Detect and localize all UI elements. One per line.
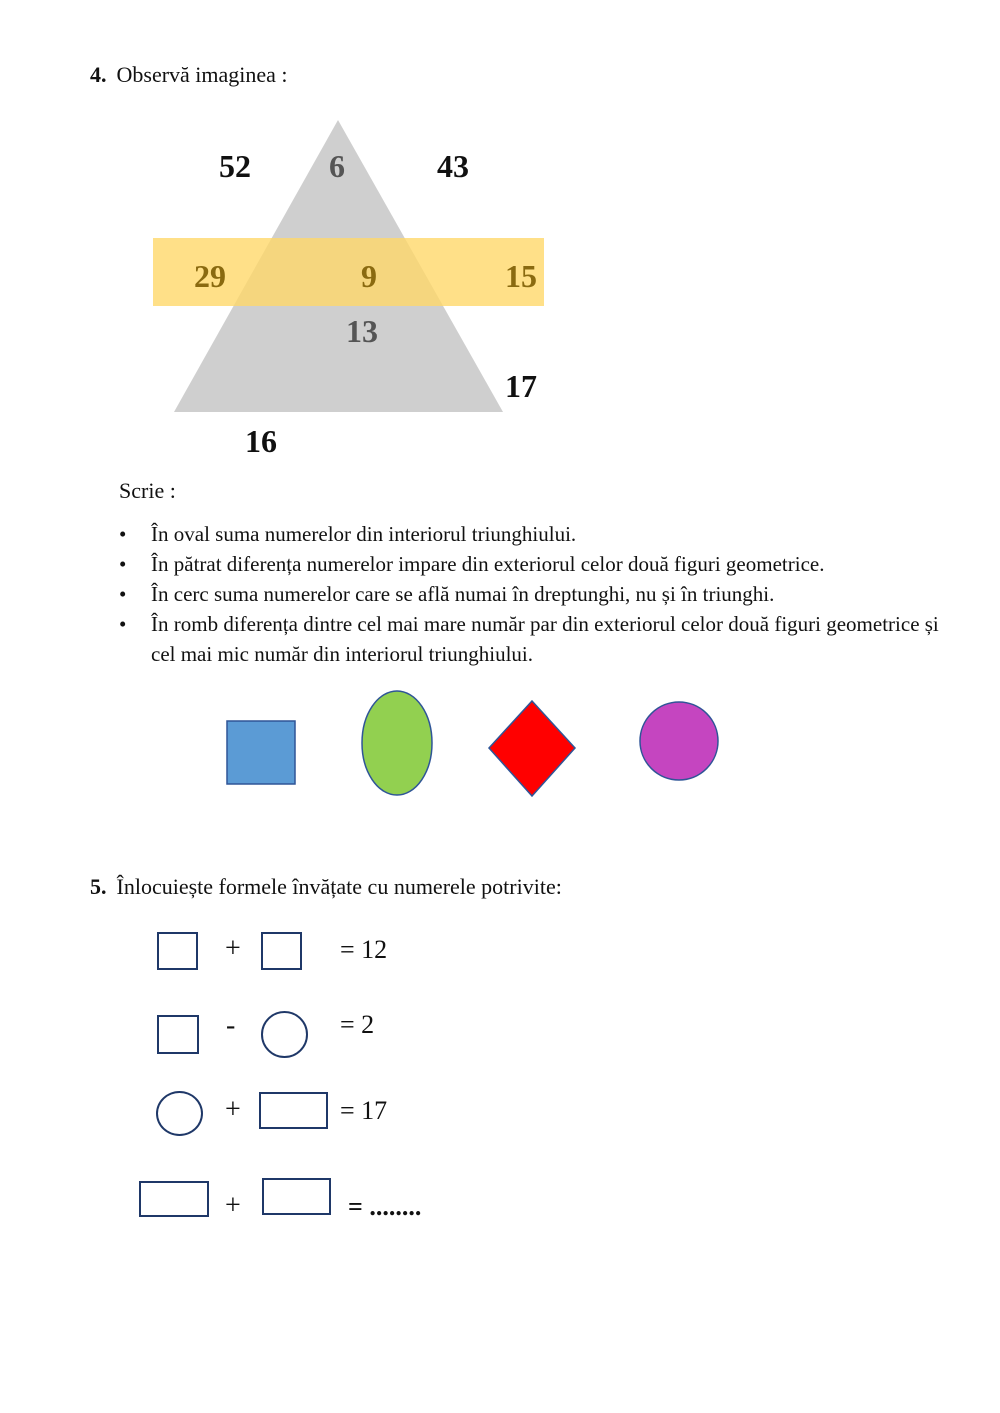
eq2-result: = 2 (340, 1010, 375, 1039)
eq3-circle[interactable] (156, 1091, 203, 1136)
number-right-outside: 17 (505, 368, 537, 404)
eq2-circle[interactable] (261, 1011, 308, 1058)
instruction-oval: • În oval suma numerelor din interiorul triunghiului. (115, 519, 945, 549)
eq2-operator: - (226, 1010, 236, 1041)
eq3-result: = 17 (340, 1096, 388, 1125)
answer-circle-shape[interactable] (640, 702, 718, 780)
question-5-number: 5. (90, 874, 107, 899)
number-band-left: 29 (194, 258, 226, 294)
question-5-text: Înlocuiește formele învățate cu numerele potrivite: (116, 874, 562, 899)
eq3-operator: + (225, 1094, 241, 1125)
answer-rhombus-shape[interactable] (489, 701, 575, 796)
instruction-list (115, 519, 945, 669)
number-bottom-outside: 16 (245, 423, 277, 459)
number-band-right: 15 (505, 258, 537, 294)
answer-oval-shape[interactable] (362, 691, 432, 795)
question-4-number: 4. (90, 62, 107, 87)
instruction-circle: • În cerc suma numerelor care se află numai în dreptunghi, nu și în triunghi. (115, 579, 945, 609)
question-5-title (90, 874, 562, 900)
number-top-right: 43 (437, 148, 469, 184)
triangle-band-diagram (0, 0, 1000, 470)
answer-shapes-row (0, 680, 1000, 810)
question-4-text: Observă imaginea : (116, 62, 288, 87)
instruction-square: • În pătrat diferența numerelor impare din exteriorul celor două figuri geometrice. (115, 549, 945, 579)
number-top-inside: 6 (329, 148, 345, 184)
eq4-operator: + (225, 1190, 241, 1221)
eq1-result: = 12 (340, 935, 388, 964)
number-band-center: 9 (361, 258, 377, 294)
eq4-result: = ........ (348, 1192, 422, 1221)
eq4-rectangle-right[interactable] (262, 1178, 331, 1215)
scrie-label: Scrie : (119, 478, 176, 503)
eq3-rectangle[interactable] (259, 1092, 328, 1129)
answer-square-shape[interactable] (227, 721, 295, 784)
eq1-operator: + (225, 933, 241, 964)
eq1-square-left[interactable] (157, 932, 198, 970)
eq2-square[interactable] (157, 1015, 199, 1054)
instruction-rhombus: • În romb diferența dintre cel mai mare număr par din exteriorul celor două figuri geometrice și cel mai mic număr din interiorul triunghiului. (115, 609, 945, 669)
eq1-square-right[interactable] (261, 932, 302, 970)
eq4-rectangle-left[interactable] (139, 1181, 209, 1217)
number-lower-inside: 13 (346, 313, 378, 349)
number-top-left: 52 (219, 148, 251, 184)
